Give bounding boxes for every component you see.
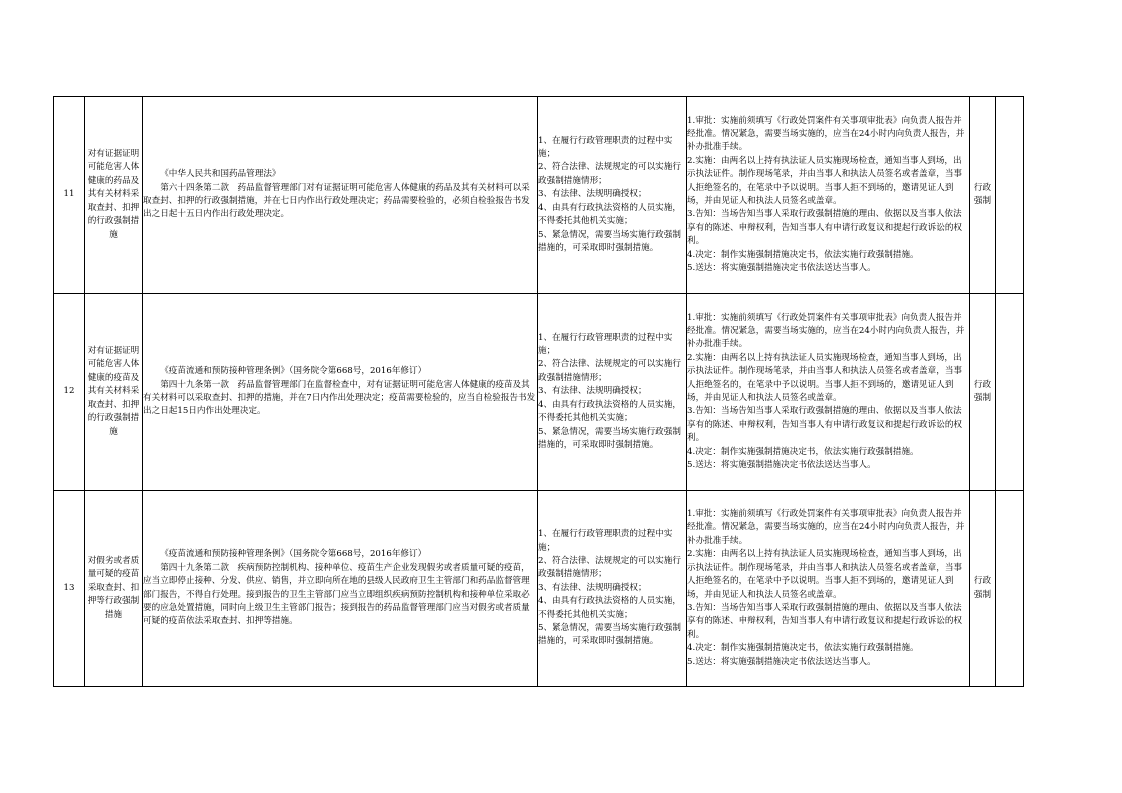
legal-basis bbox=[143, 294, 538, 491]
enforcement-table bbox=[53, 96, 1024, 687]
procedure-step: 2.实施：由两名以上持有执法证人员实施现场检查，通知当事人到场，出示执法证件。制作现场笔录，并由当事人和执法人员签名或者盖章，当事人拒绝签名的，在笔录中予以说明。当事人拒不到场的，邀请见证人到场，并由见证人和执法人员签名或盖章。 bbox=[687, 155, 963, 206]
category: 行政强制 bbox=[970, 97, 996, 294]
condition-item: 3、有法律、法规明确授权； bbox=[538, 582, 647, 593]
procedure-step: 4.决定：制作实施强制措施决定书，依法实施行政强制措施。 bbox=[687, 249, 919, 260]
condition-item: 3、有法律、法规明确授权； bbox=[538, 386, 647, 397]
basis-law-title: 《中华人民共和国药品管理法》 bbox=[160, 169, 281, 180]
procedure-step: 2.实施：由两名以上持有执法证人员实施现场检查，通知当事人到场，出示执法证件。制作现场笔录，并由当事人和执法人员签名或者盖章，当事人拒绝签名的，在笔录中予以说明。当事人拒不到场的，邀请见证人到场，并由见证人和执法人员签名或盖章。 bbox=[687, 549, 963, 600]
procedure bbox=[687, 97, 970, 294]
procedure-step: 1.审批：实施前须填写《行政处罚案件有关事项审批表》向负责人报告并经批准。情况紧急，需要当场实施的，应当在24小时内向负责人报告，并补办批准手续。 bbox=[687, 509, 965, 546]
table-row bbox=[54, 491, 1024, 687]
condition-item: 3、有法律、法规明确授权； bbox=[538, 189, 647, 200]
procedure-step: 5.送达：将实施强制措施决定书依法送达当事人。 bbox=[687, 263, 876, 274]
empty-cell bbox=[996, 491, 1024, 687]
procedure bbox=[687, 294, 970, 491]
procedure-step: 1.审批：实施前须填写《行政处罚案件有关事项审批表》向负责人报告并经批准。情况紧急，需要当场实施的，应当在24小时内向负责人报告，并补办批准手续。 bbox=[687, 115, 965, 153]
basis-law-title: 《疫苗流通和预防接种管理条例》（国务院令第668号，2016年修订） bbox=[160, 549, 427, 560]
condition-item: 4、由具有行政执法资格的人员实施，不得委托其他机关实施； bbox=[538, 399, 681, 424]
condition-item: 2、符合法律、法规规定的可以实施行政强制措施情形； bbox=[538, 162, 681, 186]
procedure-step: 4.决定：制作实施强制措施决定书，依法实施行政强制措施。 bbox=[687, 446, 919, 457]
item-name: 对有证据证明可能危害人体健康的药品及其有关材料采取查封、扣押的行政强制措施 bbox=[85, 97, 143, 294]
procedure-step: 3.告知：当场告知当事人采取行政强制措施的理由、依据以及当事人依法享有的陈述、申辩权利，告知当事人有申请行政复议和提起行政诉讼的权利。 bbox=[687, 406, 963, 444]
item-name: 对有证据证明可能危害人体健康的疫苗及其有关材料采取查封、扣押的行政强制措施 bbox=[85, 294, 143, 491]
condition-item: 4、由具有行政执法资格的人员实施，不得委托其他机关实施； bbox=[538, 202, 681, 227]
legal-basis bbox=[143, 491, 538, 687]
procedure-step: 5.送达：将实施强制措施决定书依法送达当事人。 bbox=[687, 460, 876, 471]
procedure-step: 3.告知：当场告知当事人采取行政强制措施的理由、依据以及当事人依法享有的陈述、申辩权利，告知当事人有申请行政复议和提起行政诉讼的权利。 bbox=[687, 209, 963, 247]
conditions bbox=[538, 294, 687, 491]
conditions bbox=[538, 491, 687, 687]
empty-cell bbox=[996, 97, 1024, 294]
condition-item: 5、紧急情况，需要当场实施行政强制措施的，可采取即时强制措施。 bbox=[538, 623, 681, 647]
table-row bbox=[54, 294, 1024, 491]
basis-article: 第六十四条第二款 药品监督管理部门对有证据证明可能危害人体健康的药品及其有关材料可以采取查封、扣押的行政强制措施，并在七日内作出行政处理决定；药品需要检验的，必须自检验报告书发出之日起十五日内作出行政处理决定。 bbox=[143, 182, 530, 220]
condition-item: 2、符合法律、法规规定的可以实施行政强制措施情形； bbox=[538, 359, 681, 383]
basis-article: 第四十九条第二款 疾病预防控制机构、接种单位、疫苗生产企业发现假劣或者质量可疑的疫苗，应当立即停止接种、分发、供应、销售，并立即向所在地的县级人民政府卫生主管部门和药品监督管理部门报告，不得自行处理。接到报告的卫生主管部门应当立即组织疾病预防控制机构和接种单位采取必要的应急处置措施，同时向上级卫生主管部门报告；接到报告的药品监督管理部门应当对假劣或者质量可疑的疫苗依法采取查封、扣押等措施。 bbox=[143, 562, 530, 627]
basis-law-title: 《疫苗流通和预防接种管理条例》（国务院令第668号，2016年修订） bbox=[160, 366, 427, 377]
basis-article: 第四十九条第一款 药品监督管理部门在监督检查中，对有证据证明可能危害人体健康的疫苗及其有关材料可以采取查封、扣押的措施，并在7日内作出处理决定；疫苗需要检验的，应当自检验报告书发出之日起15日内作出处理决定。 bbox=[143, 379, 536, 417]
condition-item: 1、在履行行政管理职责的过程中实施； bbox=[538, 529, 673, 553]
procedure-step: 2.实施：由两名以上持有执法证人员实施现场检查，通知当事人到场，出示执法证件。制作现场笔录，并由当事人和执法人员签名或者盖章，当事人拒绝签名的，在笔录中予以说明。当事人拒不到场的，邀请见证人到场，并由见证人和执法人员签名或盖章。 bbox=[687, 352, 963, 403]
condition-item: 1、在履行行政管理职责的过程中实施； bbox=[538, 135, 673, 160]
condition-item: 5、紧急情况，需要当场实施行政强制措施的，可采取即时强制措施。 bbox=[538, 229, 681, 253]
category: 行政强制 bbox=[970, 491, 996, 687]
row-number: 13 bbox=[54, 491, 85, 687]
procedure-step: 3.告知：当场告知当事人采取行政强制措施的理由、依据以及当事人依法享有的陈述、申辩权利，告知当事人有申请行政复议和提起行政诉讼的权利。 bbox=[687, 602, 963, 640]
item-name: 对假劣或者质量可疑的疫苗采取查封、扣押等行政强制措施 bbox=[85, 491, 143, 687]
condition-item: 2、符合法律、法规规定的可以实施行政强制措施情形； bbox=[538, 555, 681, 580]
procedure bbox=[687, 491, 970, 687]
legal-basis bbox=[143, 97, 538, 294]
condition-item: 5、紧急情况，需要当场实施行政强制措施的，可采取即时强制措施。 bbox=[538, 426, 681, 450]
empty-cell bbox=[996, 294, 1024, 491]
conditions bbox=[538, 97, 687, 294]
category: 行政强制 bbox=[970, 294, 996, 491]
condition-item: 1、在履行行政管理职责的过程中实施； bbox=[538, 332, 673, 357]
procedure-step: 5.送达：将实施强制措施决定书依法送达当事人。 bbox=[687, 656, 876, 667]
table-row bbox=[54, 97, 1024, 294]
condition-item: 4、由具有行政执法资格的人员实施，不得委托其他机关实施； bbox=[538, 596, 681, 620]
row-number: 11 bbox=[54, 97, 85, 294]
procedure-step: 4.决定：制作实施强制措施决定书，依法实施行政强制措施。 bbox=[687, 643, 919, 654]
procedure-step: 1.审批：实施前须填写《行政处罚案件有关事项审批表》向负责人报告并经批准。情况紧急，需要当场实施的，应当在24小时内向负责人报告，并补办批准手续。 bbox=[687, 312, 965, 350]
row-number: 12 bbox=[54, 294, 85, 491]
